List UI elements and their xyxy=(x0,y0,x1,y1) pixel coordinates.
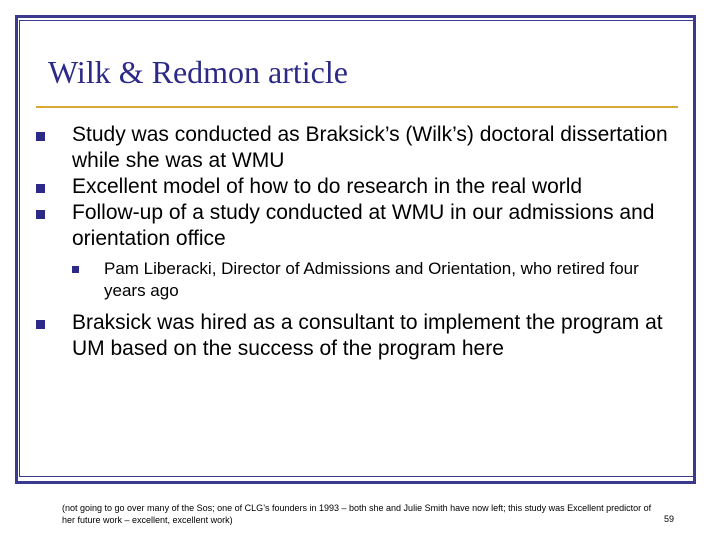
slide-title: Wilk & Redmon article xyxy=(48,54,348,90)
speaker-notes: (not going to go over many of the Sos; one of CLG’s founders in 1993 – both she and Julie Smith have now left; this study was Excellent predictor of her future work – excellent, excellent work) xyxy=(62,503,652,525)
bullet-list xyxy=(36,122,676,362)
bullet-item xyxy=(36,310,676,362)
bullet-text: Follow-up of a study conducted at WMU in our admissions and orientation office xyxy=(72,201,655,250)
bullet-text: Excellent model of how to do research in the real world xyxy=(72,175,583,198)
square-bullet-icon xyxy=(36,210,45,219)
sub-bullet-list xyxy=(72,258,676,302)
bullet-text: Braksick was hired as a consultant to implement the program at UM based on the success of the program here xyxy=(72,311,663,360)
sub-bullet-item xyxy=(72,258,676,302)
bullet-item xyxy=(36,200,676,302)
bullet-item xyxy=(36,122,676,174)
square-bullet-icon xyxy=(72,266,79,273)
slide-number: 59 xyxy=(664,514,675,524)
square-bullet-icon xyxy=(36,184,45,193)
bullet-item xyxy=(36,174,676,200)
square-bullet-icon xyxy=(36,320,45,329)
title-divider xyxy=(36,106,678,108)
square-bullet-icon xyxy=(36,132,45,141)
sub-bullet-text: Pam Liberacki, Director of Admissions and Orientation, who retired four years ago xyxy=(104,259,639,300)
bullet-text: Study was conducted as Braksick’s (Wilk’s) doctoral dissertation while she was at WMU xyxy=(72,123,668,172)
